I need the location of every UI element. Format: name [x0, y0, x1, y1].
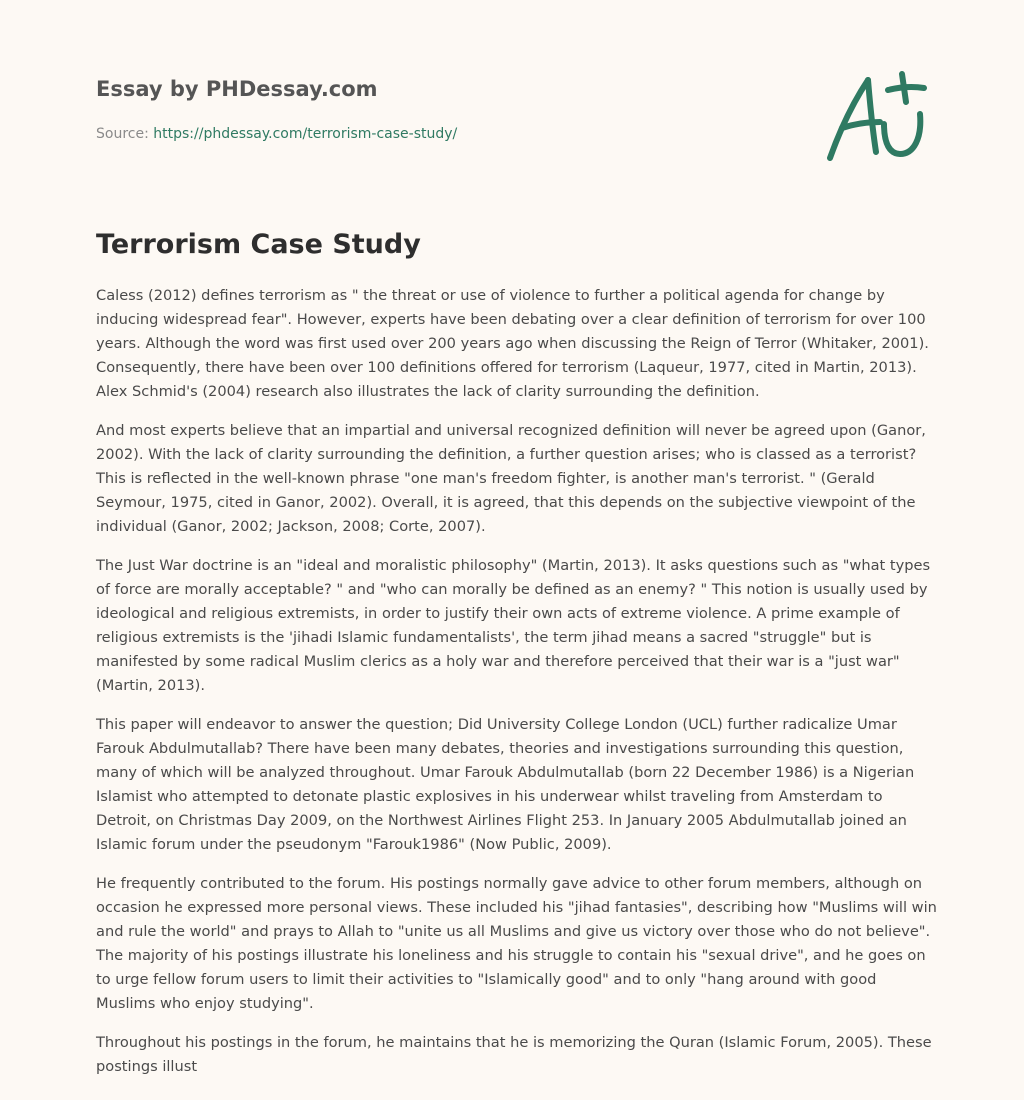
source-link[interactable]: https://phdessay.com/terrorism-case-study/: [153, 126, 458, 142]
document-title: Terrorism Case Study: [96, 229, 421, 260]
document-body: [96, 284, 938, 1094]
paragraph: He frequently contributed to the forum. His postings normally gave advice to other forum members, although on occasion he expressed more personal views. These included his "jihad fantasies", describing how "Muslims will win and rule the world" and prays to Allah to "unite us all Muslims and give us victory over those who do not believe". The majority of his postings illustrate his loneliness and his struggle to contain his "sexual drive", and he goes on to urge fellow forum users to limit their activities to "Islamically good" and to only "hang around with good Muslims who enjoy studying".: [96, 875, 937, 1012]
a-plus-logo-icon: [818, 68, 930, 168]
paragraph: This paper will endeavor to answer the question; Did University College London (UCL) further radicalize Umar Farouk Abdulmutallab? There have been many debates, theories and investigations surrounding this question, many of which will be analyzed throughout. Umar Farouk Abdulmutallab (born 22 December 1986) is a Nigerian Islamist who attempted to detonate plastic explosives in his underwear whilst traveling from Amsterdam to Detroit, on Christmas Day 2009, on the Northwest Airlines Flight 253. In January 2005 Abdulmutallab joined an Islamic forum under the pseudonym "Farouk1986" (Now Public, 2009).: [96, 716, 915, 853]
site-title: Essay by PHDessay.com: [96, 77, 378, 101]
a-plus-logo: [818, 68, 930, 168]
source-line: [96, 124, 796, 144]
page-header: [96, 74, 796, 144]
paragraph: And most experts believe that an impartial and universal recognized definition will never be agreed upon (Ganor, 2002). With the lack of clarity surrounding the definition, a further question arises; who is classed as a terrorist? This is reflected in the well-known phrase "one man's freedom fighter, is another man's terrorist. " (Gerald Seymour, 1975, cited in Ganor, 2002). Overall, it is agreed, that this depends on the subjective viewpoint of the individual (Ganor, 2002; Jackson, 2008; Corte, 2007).: [96, 422, 926, 535]
source-label: Source:: [96, 126, 149, 142]
paragraph: Throughout his postings in the forum, he maintains that he is memorizing the Quran (Islamic Forum, 2005). These postings illust: [96, 1034, 932, 1075]
paragraph: The Just War doctrine is an "ideal and moralistic philosophy" (Martin, 2013). It asks questions such as "what types of force are morally acceptable? " and "who can morally be defined as an enemy? " This notion is usually used by ideological and religious extremists, in order to justify their own acts of extreme violence. A prime example of religious extremists is the 'jihadi Islamic fundamentalists', the term jihad means a sacred "struggle" but is manifested by some radical Muslim clerics as a holy war and therefore perceived that their war is a "just war" (Martin, 2013).: [96, 557, 931, 694]
paragraph: Caless (2012) defines terrorism as " the threat or use of violence to further a political agenda for change by inducing widespread fear". However, experts have been debating over a clear definition of terrorism for over 100 years. Although the word was first used over 200 years ago when discussing the Reign of Terror (Whitaker, 2001). Consequently, there have been over 100 definitions offered for terrorism (Laqueur, 1977, cited in Martin, 2013). Alex Schmid's (2004) research also illustrates the lack of clarity surrounding the definition.: [96, 287, 929, 400]
